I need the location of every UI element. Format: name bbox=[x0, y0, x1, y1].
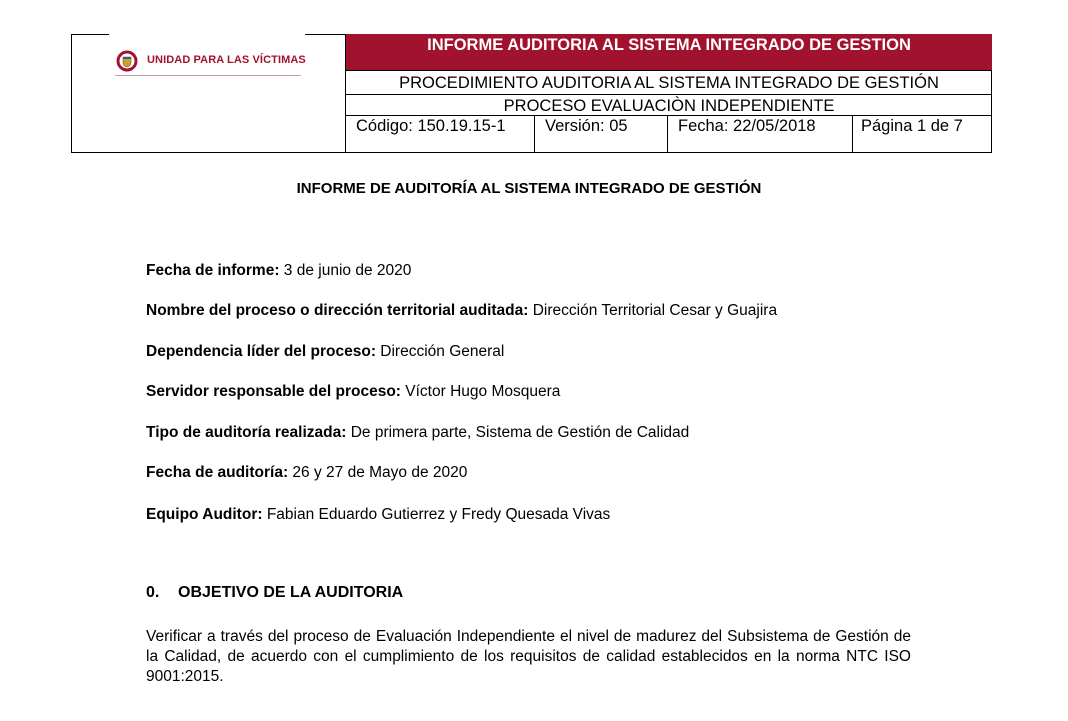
field-label: Dependencia líder del proceso: bbox=[146, 343, 376, 360]
divider bbox=[305, 34, 345, 35]
process-row: PROCESO EVALUACIÒN INDEPENDIENTE bbox=[346, 95, 992, 116]
field-label: Nombre del proceso o dirección territorial auditada: bbox=[146, 302, 529, 319]
field-value: 3 de junio de 2020 bbox=[279, 262, 412, 279]
field-label: Servidor responsable del proceso: bbox=[146, 383, 401, 400]
code-field: Código: 150.19.15-1 bbox=[356, 117, 506, 135]
field-lead-unit bbox=[146, 343, 504, 361]
field-value: 26 y 27 de Mayo de 2020 bbox=[288, 464, 468, 481]
logo-text: UNIDAD PARA LAS VÍCTIMAS bbox=[147, 54, 306, 66]
field-audit-team bbox=[146, 506, 610, 524]
field-report-date bbox=[146, 262, 411, 280]
field-responsible bbox=[146, 383, 560, 401]
field-label: Equipo Auditor: bbox=[146, 506, 263, 523]
field-process-name bbox=[146, 302, 777, 320]
objective-paragraph: Verificar a través del proceso de Evaluación Independiente el nivel de madurez del Subsistema de Gestión de la Calidad, de acuerdo con el cumplimiento de los requisitos de calidad establecidos en la norma NTC ISO 9001:2015. bbox=[146, 628, 911, 685]
logo-cell bbox=[71, 34, 345, 152]
field-audit-type bbox=[146, 424, 689, 442]
field-value: Dirección Territorial Cesar y Guajira bbox=[528, 302, 778, 319]
field-value: Dirección General bbox=[375, 343, 505, 360]
field-label: Fecha de auditoría: bbox=[146, 464, 289, 481]
divider bbox=[71, 34, 109, 35]
section-heading bbox=[146, 584, 403, 602]
report-title-bar: INFORME AUDITORIA AL SISTEMA INTEGRADO DE GESTION bbox=[346, 34, 992, 71]
page-number: Página 1 de 7 bbox=[852, 116, 992, 152]
field-value: De primera parte, Sistema de Gestión de Calidad bbox=[346, 424, 690, 441]
field-value: Fabian Eduardo Gutierrez y Fredy Quesada Vivas bbox=[262, 506, 611, 523]
coat-of-arms-icon bbox=[116, 50, 138, 72]
field-label: Tipo de auditoría realizada: bbox=[146, 424, 347, 441]
section-title: OBJETIVO DE LA AUDITORIA bbox=[178, 584, 404, 601]
meta-row bbox=[346, 116, 992, 152]
section-number: 0. bbox=[146, 584, 160, 601]
field-label: Fecha de informe: bbox=[146, 262, 280, 279]
divider bbox=[71, 34, 72, 152]
field-value: Víctor Hugo Mosquera bbox=[400, 383, 561, 400]
field-audit-date bbox=[146, 464, 467, 482]
document-header bbox=[71, 34, 992, 153]
logo-underline bbox=[115, 75, 301, 76]
document-title: INFORME DE AUDITORÍA AL SISTEMA INTEGRADO DE GESTIÓN bbox=[296, 180, 762, 197]
date-field: Fecha: 22/05/2018 bbox=[667, 116, 852, 152]
procedure-row: PROCEDIMIENTO AUDITORIA AL SISTEMA INTEGRADO DE GESTIÓN bbox=[346, 71, 992, 95]
version-field: Versión: 05 bbox=[534, 116, 667, 152]
header-info bbox=[345, 34, 992, 152]
